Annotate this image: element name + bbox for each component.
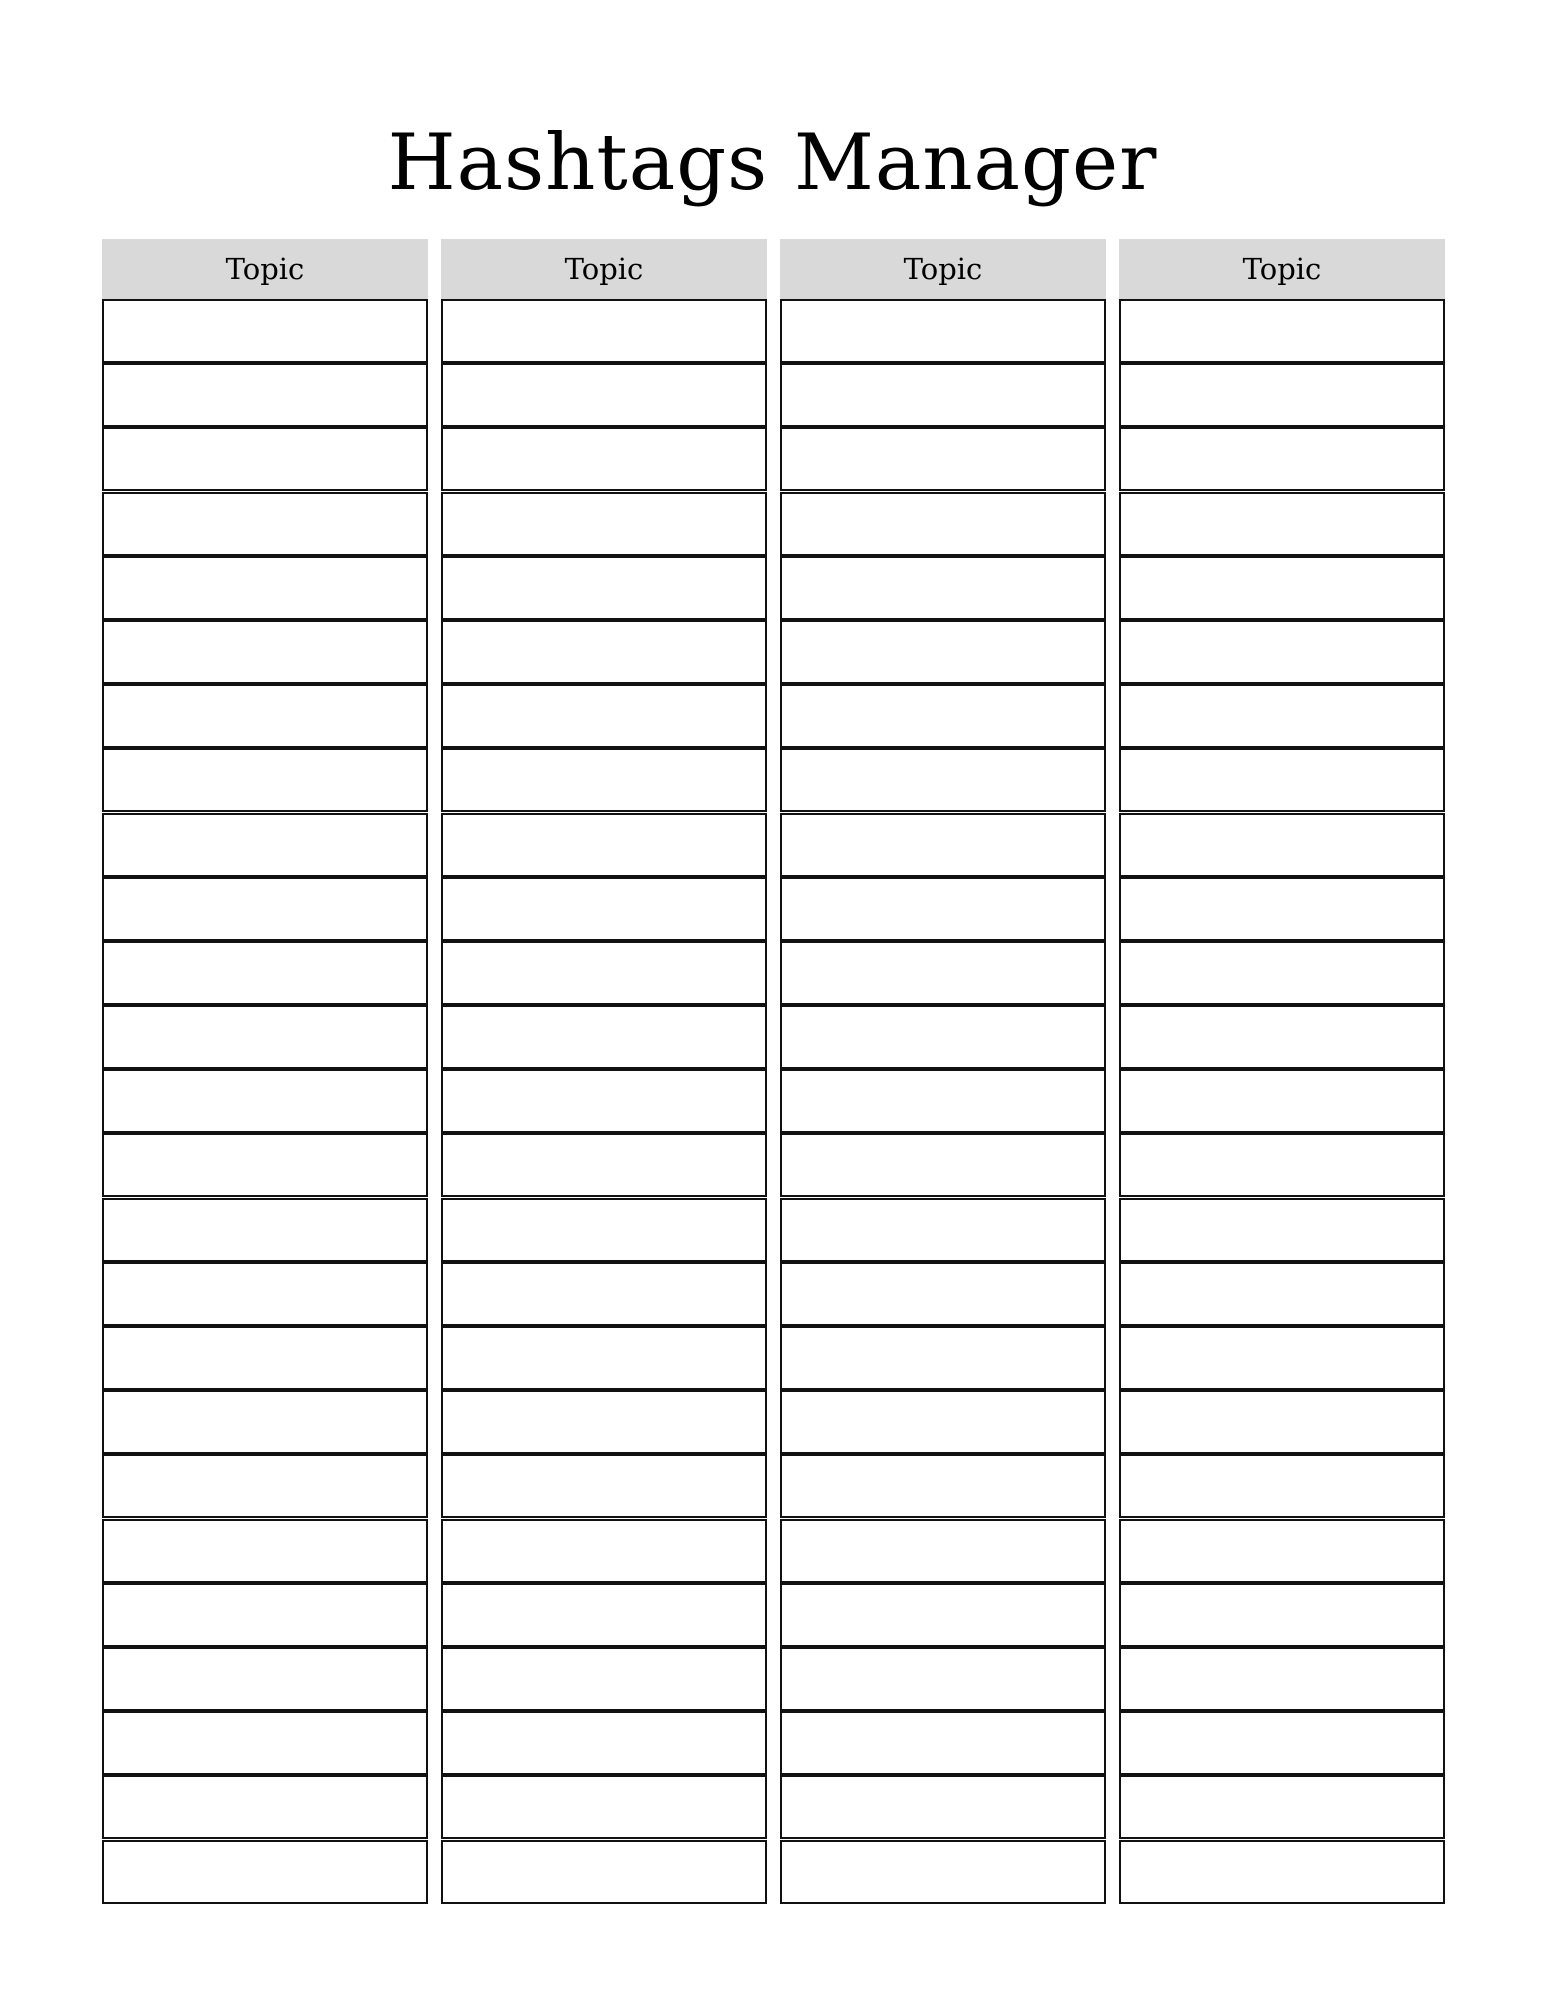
column-header: Topic [780, 239, 1106, 299]
column-header: Topic [1119, 239, 1445, 299]
hashtag-entry-cell[interactable] [102, 427, 428, 491]
hashtag-entry-cell[interactable] [441, 1069, 767, 1133]
column-rows [1119, 299, 1445, 1904]
hashtag-entry-cell[interactable] [441, 1326, 767, 1390]
hashtag-entry-cell[interactable] [1119, 813, 1445, 877]
hashtag-entry-cell[interactable] [780, 941, 1106, 1005]
hashtag-entry-cell[interactable] [441, 556, 767, 620]
hashtag-entry-cell[interactable] [780, 877, 1106, 941]
topic-columns [102, 239, 1445, 1904]
hashtag-entry-cell[interactable] [441, 620, 767, 684]
hashtag-entry-cell[interactable] [102, 1390, 428, 1454]
column-rows [780, 299, 1106, 1904]
hashtag-entry-cell[interactable] [1119, 1519, 1445, 1583]
hashtag-entry-cell[interactable] [102, 1198, 428, 1262]
hashtag-entry-cell[interactable] [1119, 1069, 1445, 1133]
hashtag-entry-cell[interactable] [1119, 1775, 1445, 1839]
hashtag-entry-cell[interactable] [441, 1262, 767, 1326]
hashtag-entry-cell[interactable] [1119, 1711, 1445, 1775]
hashtag-entry-cell[interactable] [441, 748, 767, 812]
hashtag-entry-cell[interactable] [441, 1005, 767, 1069]
hashtag-entry-cell[interactable] [1119, 427, 1445, 491]
topic-column-4 [1119, 239, 1445, 1904]
hashtag-entry-cell[interactable] [441, 1390, 767, 1454]
hashtag-entry-cell[interactable] [441, 813, 767, 877]
hashtag-entry-cell[interactable] [441, 877, 767, 941]
hashtag-entry-cell[interactable] [102, 813, 428, 877]
hashtag-entry-cell[interactable] [1119, 1840, 1445, 1904]
hashtag-entry-cell[interactable] [1119, 1454, 1445, 1518]
hashtag-entry-cell[interactable] [441, 1519, 767, 1583]
hashtag-entry-cell[interactable] [441, 684, 767, 748]
hashtag-entry-cell[interactable] [102, 1840, 428, 1904]
hashtag-entry-cell[interactable] [441, 363, 767, 427]
hashtag-entry-cell[interactable] [1119, 363, 1445, 427]
column-rows [102, 299, 428, 1904]
hashtag-entry-cell[interactable] [441, 1583, 767, 1647]
hashtag-entry-cell[interactable] [441, 299, 767, 363]
hashtag-entry-cell[interactable] [441, 1133, 767, 1197]
hashtag-entry-cell[interactable] [780, 620, 1106, 684]
hashtag-entry-cell[interactable] [780, 1198, 1106, 1262]
hashtag-entry-cell[interactable] [102, 492, 428, 556]
hashtag-entry-cell[interactable] [102, 1133, 428, 1197]
hashtag-entry-cell[interactable] [780, 684, 1106, 748]
hashtag-entry-cell[interactable] [1119, 941, 1445, 1005]
hashtag-entry-cell[interactable] [102, 1583, 428, 1647]
hashtag-entry-cell[interactable] [1119, 684, 1445, 748]
hashtag-entry-cell[interactable] [102, 363, 428, 427]
hashtag-entry-cell[interactable] [102, 1519, 428, 1583]
hashtag-entry-cell[interactable] [780, 1133, 1106, 1197]
hashtag-entry-cell[interactable] [780, 1583, 1106, 1647]
hashtag-entry-cell[interactable] [1119, 1583, 1445, 1647]
hashtag-entry-cell[interactable] [102, 941, 428, 1005]
hashtag-entry-cell[interactable] [780, 1519, 1106, 1583]
hashtag-entry-cell[interactable] [441, 941, 767, 1005]
hashtag-entry-cell[interactable] [1119, 1647, 1445, 1711]
hashtag-entry-cell[interactable] [441, 1647, 767, 1711]
hashtag-entry-cell[interactable] [780, 299, 1106, 363]
column-header: Topic [441, 239, 767, 299]
hashtag-entry-cell[interactable] [102, 1005, 428, 1069]
hashtag-entry-cell[interactable] [780, 1390, 1106, 1454]
hashtag-entry-cell[interactable] [441, 1454, 767, 1518]
column-header: Topic [102, 239, 428, 299]
hashtag-entry-cell[interactable] [1119, 1262, 1445, 1326]
hashtag-entry-cell[interactable] [1119, 556, 1445, 620]
hashtag-entry-cell[interactable] [441, 492, 767, 556]
hashtag-entry-cell[interactable] [441, 1775, 767, 1839]
hashtag-entry-cell[interactable] [780, 363, 1106, 427]
hashtag-entry-cell[interactable] [780, 556, 1106, 620]
hashtag-entry-cell[interactable] [102, 1647, 428, 1711]
hashtag-entry-cell[interactable] [780, 748, 1106, 812]
hashtag-entry-cell[interactable] [780, 1775, 1106, 1839]
hashtag-entry-cell[interactable] [780, 1069, 1106, 1133]
hashtag-entry-cell[interactable] [102, 877, 428, 941]
topic-column-3 [780, 239, 1106, 1904]
hashtag-entry-cell[interactable] [1119, 1390, 1445, 1454]
hashtag-entry-cell[interactable] [441, 1711, 767, 1775]
hashtag-entry-cell[interactable] [102, 620, 428, 684]
hashtag-entry-cell[interactable] [1119, 877, 1445, 941]
hashtag-entry-cell[interactable] [780, 1840, 1106, 1904]
hashtag-entry-cell[interactable] [441, 427, 767, 491]
page-title: Hashtags Manager [387, 118, 1158, 208]
hashtag-entry-cell[interactable] [1119, 492, 1445, 556]
hashtag-entry-cell[interactable] [441, 1840, 767, 1904]
topic-column-1 [102, 239, 428, 1904]
hashtag-entry-cell[interactable] [780, 427, 1106, 491]
hashtag-entry-cell[interactable] [780, 492, 1106, 556]
hashtag-entry-cell[interactable] [1119, 620, 1445, 684]
hashtag-entry-cell[interactable] [780, 1262, 1106, 1326]
hashtag-entry-cell[interactable] [780, 1647, 1106, 1711]
hashtag-entry-cell[interactable] [780, 813, 1106, 877]
hashtag-entry-cell[interactable] [102, 556, 428, 620]
hashtag-entry-cell[interactable] [1119, 1005, 1445, 1069]
hashtag-entry-cell[interactable] [102, 1454, 428, 1518]
hashtag-entry-cell[interactable] [102, 1711, 428, 1775]
hashtag-entry-cell[interactable] [102, 1069, 428, 1133]
topic-column-2 [441, 239, 767, 1904]
hashtag-entry-cell[interactable] [1119, 1198, 1445, 1262]
hashtag-entry-cell[interactable] [102, 1775, 428, 1839]
hashtag-entry-cell[interactable] [780, 1005, 1106, 1069]
hashtag-entry-cell[interactable] [780, 1711, 1106, 1775]
hashtag-entry-cell[interactable] [102, 299, 428, 363]
column-rows [441, 299, 767, 1904]
hashtag-entry-cell[interactable] [1119, 748, 1445, 812]
hashtag-entry-cell[interactable] [1119, 1326, 1445, 1390]
hashtag-entry-cell[interactable] [1119, 299, 1445, 363]
hashtag-entry-cell[interactable] [102, 1262, 428, 1326]
hashtag-entry-cell[interactable] [1119, 1133, 1445, 1197]
hashtag-entry-cell[interactable] [102, 684, 428, 748]
hashtag-entry-cell[interactable] [102, 748, 428, 812]
hashtag-entry-cell[interactable] [780, 1454, 1106, 1518]
hashtag-entry-cell[interactable] [441, 1198, 767, 1262]
hashtag-entry-cell[interactable] [102, 1326, 428, 1390]
hashtag-entry-cell[interactable] [780, 1326, 1106, 1390]
